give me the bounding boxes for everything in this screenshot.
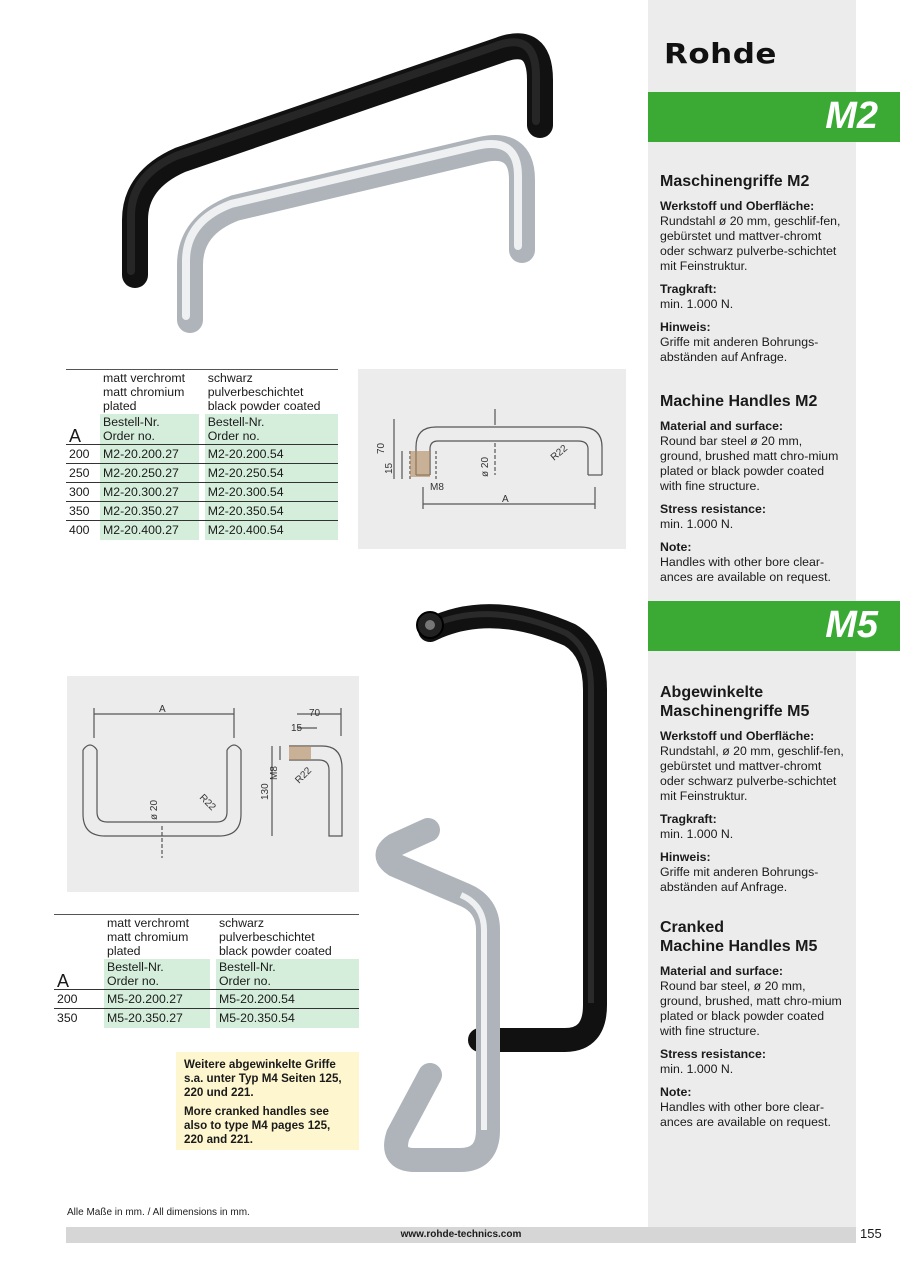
m2-order-label-2: Bestell-Nr. Order no. <box>205 414 338 445</box>
m5-dim-70: 70 <box>309 708 321 719</box>
m2-material-text-en: Round bar steel ø 20 mm, ground, brushed matt chro-mium plated or black powder coated with fine structure. <box>660 434 839 493</box>
m2-order-table <box>66 369 338 540</box>
dimensions-note: Alle Maße in mm. / All dimensions in mm. <box>67 1207 250 1218</box>
rohde-logo: Rohde <box>664 38 777 71</box>
note-en: More cranked handles see also to type M4 pages 125, 220 and 221. <box>184 1105 331 1146</box>
m5-product-image <box>370 595 620 1195</box>
m5-title-de <box>660 683 846 721</box>
m5-dim-dia: ø 20 <box>149 799 160 820</box>
table-row: 200 M5-20.200.27 M5-20.200.54 <box>54 990 359 1009</box>
m5-title-en-line2: Machine Handles M5 <box>660 938 818 955</box>
m5-badge-bar <box>648 601 900 651</box>
m5-title-de-line1: Abgewinkelte <box>660 684 764 701</box>
table-row: 250 M2-20.250.27 M2-20.250.54 <box>66 464 338 483</box>
m2-note-text-en: Handles with other bore clear-ances are available on request. <box>660 555 831 584</box>
m5-material-label-en: Material and surface: <box>660 964 784 978</box>
m2-material-label-de: Werkstoff und Oberfläche: <box>660 199 815 213</box>
m5-material-text-de: Rundstahl, ø 20 mm, geschlif-fen, gebürstet und mattver-chromt oder schwarz pulverbe-schichtet mit Feinstruktur. <box>660 744 844 803</box>
m5-load-label-en: Stress resistance: <box>660 1047 766 1061</box>
m2-dim-dia: ø 20 <box>480 456 491 477</box>
m5-english-text <box>660 918 846 1138</box>
m2-dim-r22: R22 <box>548 443 570 464</box>
m2-load-label-en: Stress resistance: <box>660 502 766 516</box>
m5-badge-label: M5 <box>825 604 878 646</box>
m5-note-label-en: Note: <box>660 1085 692 1099</box>
m2-german-text <box>660 172 846 373</box>
m2-note-label-en: Note: <box>660 540 692 554</box>
m2-badge-label: M2 <box>825 95 878 137</box>
m2-dim-m8: M8 <box>430 482 444 493</box>
m2-dim-a: A <box>502 494 509 505</box>
table-row: 200 M2-20.200.27 M2-20.200.54 <box>66 445 338 464</box>
note-de: Weitere abgewinkelte Griffe s.a. unter Typ M4 Seiten 125, 220 und 221. <box>184 1058 342 1099</box>
m5-order-label-1: Bestell-Nr. Order no. <box>104 959 210 990</box>
m2-dim-15: 15 <box>384 462 395 474</box>
m5-load-text-de: min. 1.000 N. <box>660 827 734 841</box>
chrome-cranked-handle-shape <box>388 830 489 1160</box>
m2-col2-header: schwarz pulverbeschichtet black powder coated <box>205 370 338 415</box>
table-row: 400 M2-20.400.27 M2-20.400.54 <box>66 521 338 540</box>
m2-note-label-de: Hinweis: <box>660 320 711 334</box>
m5-col-a-header: A <box>57 971 70 991</box>
m5-technical-drawing <box>67 676 359 892</box>
m5-load-label-de: Tragkraft: <box>660 812 717 826</box>
m5-col2-header: schwarz pulverbeschichtet black powder coated <box>216 915 359 960</box>
m2-load-text-de: min. 1.000 N. <box>660 297 734 311</box>
m5-title-de-line2: Maschinengriffe M5 <box>660 703 810 720</box>
m5-order-table <box>54 914 359 1028</box>
m2-material-text-de: Rundstahl ø 20 mm, geschlif-fen, gebürstet und mattver-chromt oder schwarz pulverbe-schichtet mit Feinstruktur. <box>660 214 841 273</box>
m2-load-text-en: min. 1.000 N. <box>660 517 734 531</box>
table-row: 350 M5-20.350.27 M5-20.350.54 <box>54 1009 359 1028</box>
m5-title-en-line1: Cranked <box>660 919 725 936</box>
m5-dim-15: 15 <box>291 723 303 734</box>
m2-english-text <box>660 392 846 593</box>
m5-load-text-en: min. 1.000 N. <box>660 1062 734 1076</box>
m2-title-en: Machine Handles M2 <box>660 393 818 410</box>
m5-note-label-de: Hinweis: <box>660 850 711 864</box>
m5-dim-130: 130 <box>260 783 271 800</box>
m2-title-de: Maschinengriffe M2 <box>660 173 810 190</box>
footer-bar <box>66 1227 856 1243</box>
table-row: 350 M2-20.350.27 M2-20.350.54 <box>66 502 338 521</box>
page-number: 155 <box>860 1226 882 1241</box>
table-row: 300 M2-20.300.27 M2-20.300.54 <box>66 483 338 502</box>
m2-material-label-en: Material and surface: <box>660 419 784 433</box>
black-cranked-handle-shape <box>430 616 595 1040</box>
m5-dim-r22b: R22 <box>293 765 315 787</box>
m5-dim-m8: M8 <box>269 766 280 780</box>
m5-dim-r22: R22 <box>196 792 218 814</box>
m2-order-label-1: Bestell-Nr. Order no. <box>100 414 199 445</box>
m5-dim-a: A <box>159 704 166 715</box>
m5-material-label-de: Werkstoff und Oberfläche: <box>660 729 815 743</box>
m5-col1-header: matt verchromt matt chromium plated <box>104 915 210 960</box>
m2-col1-header: matt verchromt matt chromium plated <box>100 370 199 415</box>
m5-german-text <box>660 683 846 903</box>
m5-title-en <box>660 918 846 956</box>
m2-col-a-header: A <box>69 426 82 446</box>
m5-note-text-de: Griffe mit anderen Bohrungs-abständen auf Anfrage. <box>660 865 819 894</box>
m5-material-text-en: Round bar steel, ø 20 mm, ground, brushed, matt chro-mium plated or black powder coated with fine structure. <box>660 979 842 1038</box>
website-link[interactable]: www.rohde-technics.com <box>400 1229 522 1240</box>
m2-technical-drawing <box>358 369 626 549</box>
m5-order-label-2: Bestell-Nr. Order no. <box>216 959 359 990</box>
m5-note-text-en: Handles with other bore clear-ances are available on request. <box>660 1100 831 1129</box>
m2-note-text-de: Griffe mit anderen Bohrungs-abständen auf Anfrage. <box>660 335 819 364</box>
cross-reference-note <box>176 1052 359 1150</box>
m2-dim-70: 70 <box>376 442 387 454</box>
m2-badge-bar <box>648 92 900 142</box>
m2-load-label-de: Tragkraft: <box>660 282 717 296</box>
m2-product-image <box>110 30 570 340</box>
